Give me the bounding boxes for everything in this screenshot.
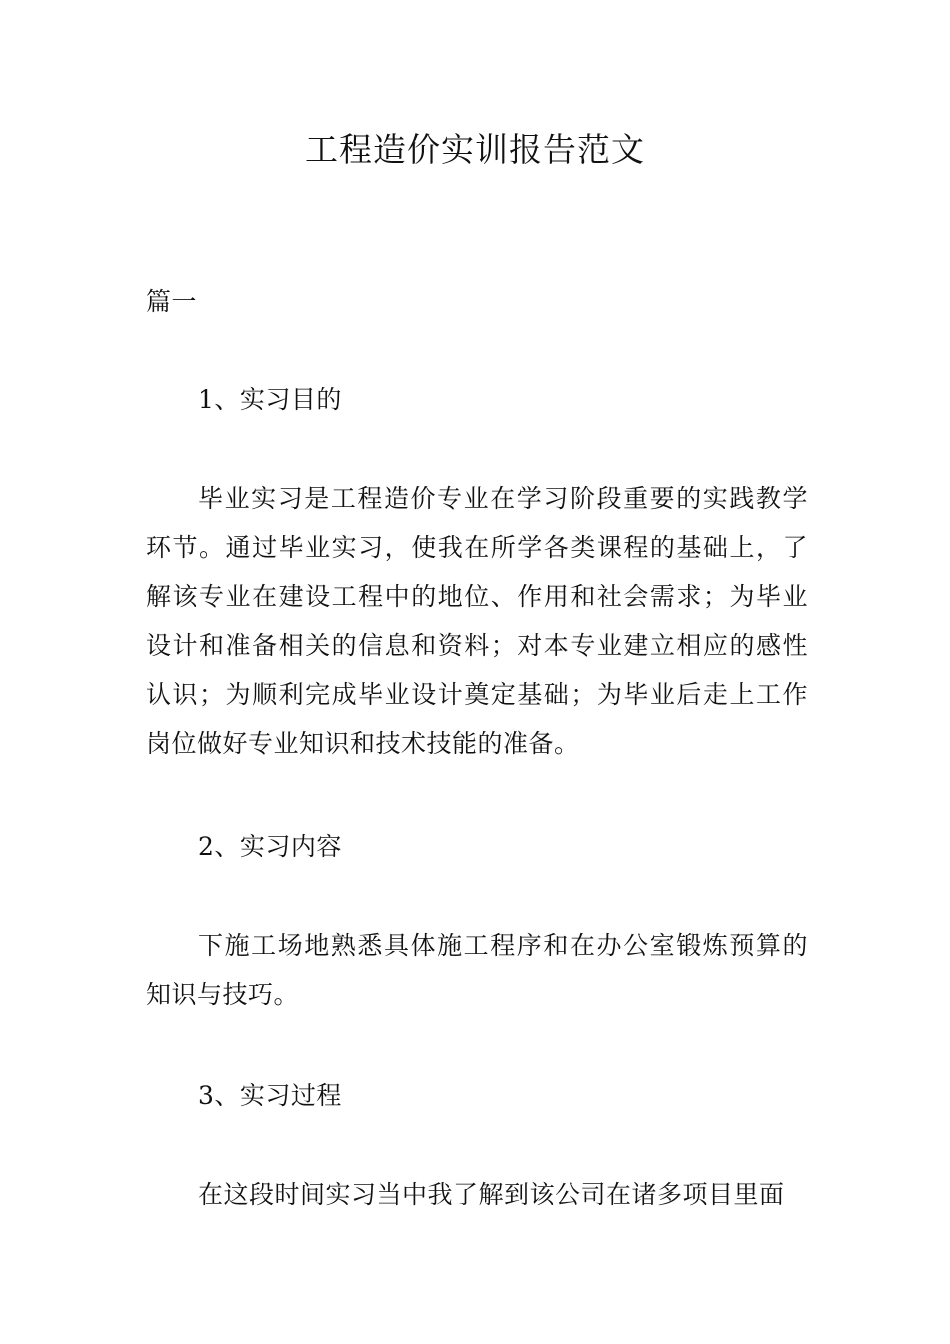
section-label: 篇一 xyxy=(146,287,198,316)
section-paragraph-3: 在这段时间实习当中我了解到该公司在诸多项目里面 xyxy=(198,1180,785,1209)
section-paragraph-1: 毕业实习是工程造价专业在学习阶段重要的实践教学环节。通过毕业实习，使我在所学各类课程的基础上，了解该专业在建设工程中的地位、作用和社会需求；为毕业设计和准备相关的信息和资料；对本专业建立相应的感性认识；为顺利完成毕业设计奠定基础；为毕业后走上工作岗位做好专业知识和技术技能的准备。 xyxy=(146,484,808,758)
section-heading-1: 1、实习目的 xyxy=(198,385,342,414)
section-heading-2: 2、实习内容 xyxy=(198,832,342,861)
section-paragraph-2: 下施工场地熟悉具体施工程序和在办公室锻炼预算的知识与技巧。 xyxy=(146,931,808,1009)
section-heading-3: 3、实习过程 xyxy=(198,1081,342,1110)
document-title: 工程造价实训报告范文 xyxy=(305,130,645,169)
